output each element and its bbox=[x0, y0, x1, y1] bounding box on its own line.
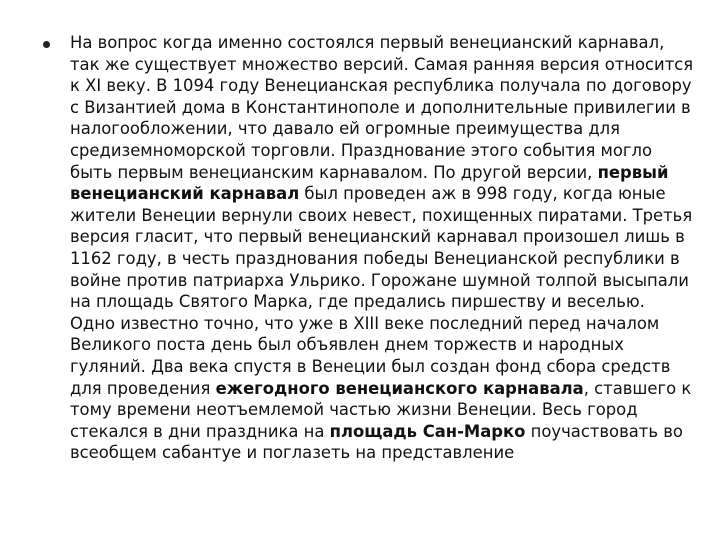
bullet-dot-icon bbox=[43, 41, 50, 48]
text-run: , ставшего к тому времени неотъемлемой частью жизни Венеции. Весь город стекался в дни праздника на bbox=[70, 378, 692, 441]
text-run: поучаствовать во всеобщем сабантуе и поглазеть на представление bbox=[70, 421, 683, 463]
body-paragraph bbox=[70, 32, 695, 464]
bold-run-first-carnival: первый венецианский карнавал bbox=[70, 162, 669, 204]
text-run: был проведен аж в 998 году, когда юные жители Венеции вернули своих невест, похищенных пиратами. Третья версия гласит, что первый венецианский карнавал произошел лишь в 1162 году, в честь празднования победы Венецианской республики в войне против патриарха Ульрико. Горожане шумной толпой высыпали на площадь Святого Марка, где предались пиршеству и веселью. Одно известно точно, что уже в XIII веке последний перед началом Великого поста день был объявлен днем торжеств и народных гуляний. Два века спустя в Венеции был создан фонд сбора средств для проведения bbox=[70, 184, 693, 398]
bold-run-annual-carnival: ежегодного венецианского карнавала bbox=[215, 378, 584, 398]
text-run: На вопрос когда именно состоялся первый венецианский карнавал, так же существует множество версий. Самая ранняя версия относится к XI веку. В 1094 году Венецианская республика получала по договору с Византией дома в Константинополе и дополнительные привилегии в налогообложении, что давало ей огромные преимущества для средиземноморской торговли. Празднование этого события могло быть первым венецианским карнавалом. По другой версии, bbox=[70, 33, 694, 182]
bold-run-san-marco: площадь Сан-Марко bbox=[329, 421, 526, 441]
